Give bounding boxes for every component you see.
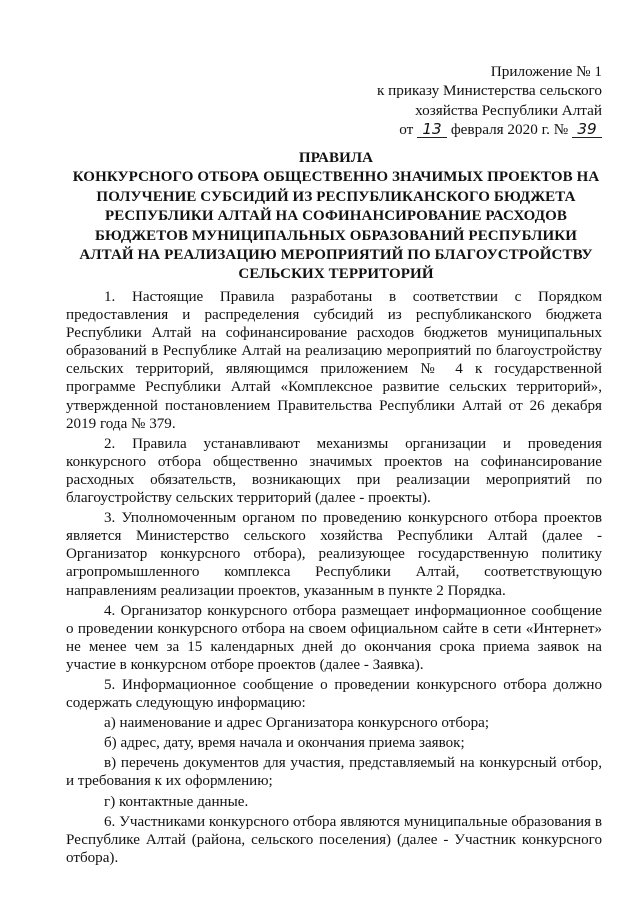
paragraph-5-item-a: а) наименование и адрес Организатора конкурсного отбора; [104, 715, 490, 732]
paragraph-4: 4. Организатор конкурсного отбора размещает информационное сообщение о проведении конкурсного отбора на своем официальном сайте в сети «Интернет» не менее чем за 15 календарных дней до окончания срока приема заявок на участие в конкурсном отборе проектов (далее - Заявка). [66, 602, 602, 673]
title-line-6: АЛТАЙ НА РЕАЛИЗАЦИЮ МЕРОПРИЯТИЙ ПО БЛАГОУСТРОЙСТВУ [79, 247, 593, 264]
paragraph-2: 2. Правила устанавливают механизмы организации и проведения конкурсного отбора общественно значимых проектов на софинансирование расходных обязательств, возникающих при реализации мероприятий по благоустройству сельских территорий (далее - проекты). [66, 435, 602, 507]
title-line-3: ПОЛУЧЕНИЕ СУБСИДИЙ ИЗ РЕСПУБЛИКАНСКОГО БЮДЖЕТА [96, 188, 576, 205]
title-line-4: РЕСПУБЛИКИ АЛТАЙ НА СОФИНАНСИРОВАНИЕ РАСХОДОВ [104, 208, 567, 225]
paragraph-1: 1. Настоящие Правила разработаны в соответствии с Порядком предоставления и распределения субсидий из республиканского бюджета Республики Алтай на софинансирование расходов бюджетов муниципальных образований в Республике Алтай на реализацию мероприятий по благоустройству сельских территорий, являющимся приложением № 4 к государственной программе Республики Алтай «Комплексное развитие сельских территорий», утвержденной постановлением Правительства Республики Алтай от 26 декабря 2019 года № 379. [66, 289, 602, 432]
document-title [66, 149, 606, 285]
date-middle: февраля 2020 г. № [450, 120, 569, 138]
appendix-date-line [272, 120, 602, 139]
paragraph-5: 5. Информационное сообщение о проведении конкурсного отбора должно содержать следующую информацию: [66, 676, 602, 712]
paragraph-5-item-b: б) адрес, дату, время начала и окончания приема заявок; [104, 735, 465, 752]
title-line-1: ПРАВИЛА [298, 150, 374, 166]
document-body [66, 288, 602, 869]
paragraph-3: 3. Уполномоченным органом по проведению конкурсного отбора проектов является Министерство сельского хозяйства Республики Алтай (далее - Организатор конкурсного отбора), реализующее государственную политику агропромышленного комплекса Республики Алтай, соответствующую направлениям реализации проектов, указанным в пункте 2 Порядка. [66, 510, 602, 599]
paragraph-6: 6. Участниками конкурсного отбора являются муниципальные образования в Республике Алтай (района, сельского поселения) (далее - Участник конкурсного отбора). [66, 813, 602, 866]
date-prefix: от [399, 120, 414, 138]
title-line-2: КОНКУРСНОГО ОТБОРА ОБЩЕСТВЕННО ЗНАЧИМЫХ ПРОЕКТОВ НА [72, 169, 600, 186]
paragraph-5-item-c: в) перечень документов для участия, представляемый на конкурсный отбор, и требования к их оформлению; [66, 755, 602, 790]
title-line-5: БЮДЖЕТОВ МУНИЦИПАЛЬНЫХ ОБРАЗОВАНИЙ РЕСПУБЛИКИ [94, 227, 578, 244]
paragraph-5-item-d: г) контактные данные. [104, 793, 249, 810]
title-line-7: СЕЛЬСКИХ ТЕРРИТОРИЙ [238, 266, 434, 283]
handwritten-day: 13 [417, 121, 447, 138]
appendix-header [272, 62, 602, 139]
appendix-line-3: хозяйства Республики Алтай [415, 101, 602, 119]
appendix-line-1: Приложение № 1 [490, 63, 602, 80]
appendix-line-2: к приказу Министерства сельского [376, 82, 602, 100]
handwritten-order-number: 39 [572, 121, 602, 138]
